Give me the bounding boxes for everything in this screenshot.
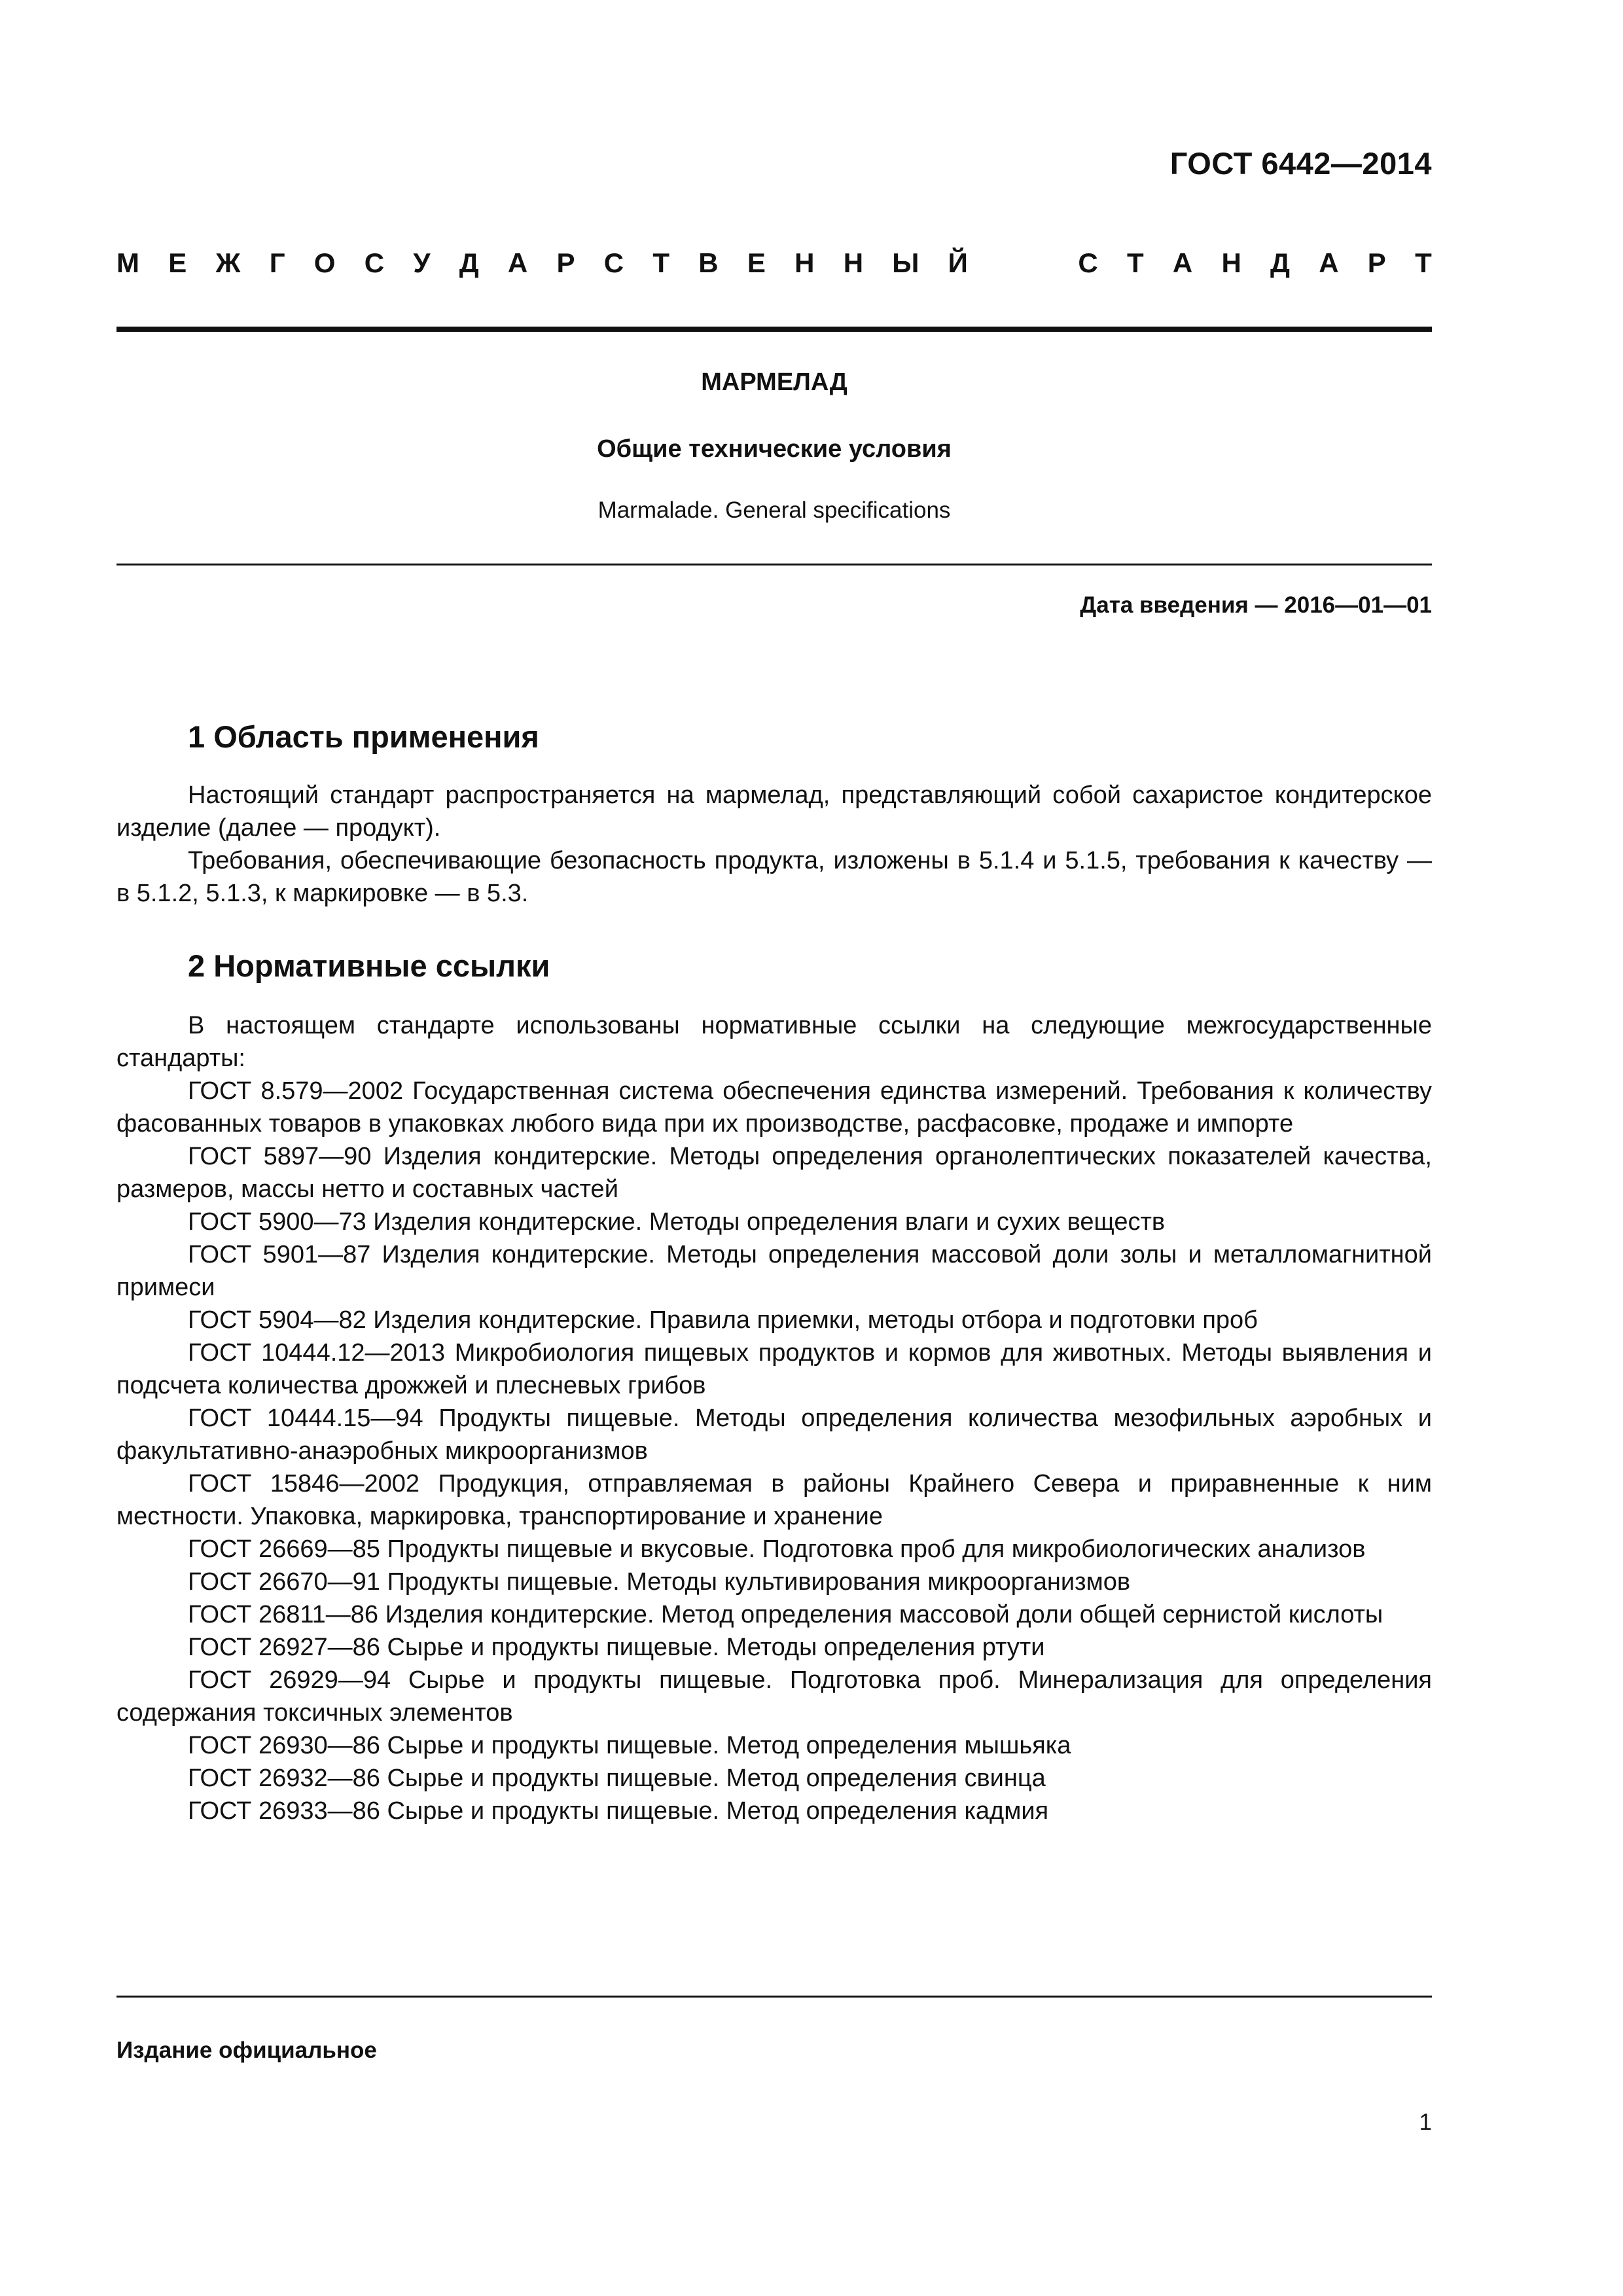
banner-letter: Д: [459, 247, 479, 278]
banner-letter: У: [413, 247, 431, 278]
section-heading-scope: 1 Область применения: [188, 719, 539, 754]
scope-paragraph: Настоящий стандарт распространяется на мармелад, представляющий собой сахаристое кондитерское изделие (далее — продукт).: [116, 781, 1432, 842]
document-title: МАРМЕЛАД: [701, 368, 847, 396]
english-title: Marmalade. General specifications: [597, 497, 951, 523]
section-heading-references: 2 Нормативные ссылки: [188, 948, 550, 983]
reference-item: ГОСТ 26933—86 Сырье и продукты пищевые. Метод определения кадмия: [188, 1797, 1049, 1825]
banner-letter: А: [507, 247, 528, 278]
introduction-date: Дата введения — 2016—01—01: [1080, 592, 1432, 618]
references-list: [116, 1009, 1432, 1827]
document-subtitle: Общие технические условия: [597, 435, 952, 463]
gost-number: ГОСТ 6442—2014: [1169, 146, 1432, 181]
banner-letter: Ж: [215, 247, 241, 278]
banner-letter: Т: [1415, 247, 1432, 278]
scope-text: [116, 779, 1432, 910]
references-intro: В настоящем стандарте использованы нормативные ссылки на следующие межгосударственные стандарты:: [116, 1012, 1432, 1072]
banner-letter: А: [1319, 247, 1339, 278]
reference-item: ГОСТ 10444.15—94 Продукты пищевые. Методы определения количества мезофильных аэробных и факультативно-анаэробных микроорганизмов: [116, 1405, 1432, 1465]
title-bottom-rule: [116, 564, 1432, 565]
banner-letter: Р: [1367, 247, 1386, 278]
reference-item: ГОСТ 26811—86 Изделия кондитерские. Метод определения массовой доли общей сернистой кислоты: [188, 1601, 1383, 1628]
banner-letter: Д: [1270, 247, 1290, 278]
reference-item: ГОСТ 5897—90 Изделия кондитерские. Методы определения органолептических показателей качества, размеров, массы нетто и составных частей: [116, 1143, 1432, 1203]
reference-item: ГОСТ 26927—86 Сырье и продукты пищевые. Методы определения ртути: [188, 1634, 1045, 1661]
banner-letter: Р: [556, 247, 575, 278]
footer-rule: [116, 1996, 1432, 1998]
banner-letter: В: [698, 247, 719, 278]
banner-letter: С: [364, 247, 385, 278]
banner-letter: Н: [843, 247, 864, 278]
reference-item: ГОСТ 26932—86 Сырье и продукты пищевые. Метод определения свинца: [188, 1765, 1046, 1792]
banner-letter: Т: [1126, 247, 1144, 278]
scope-paragraph: Требования, обеспечивающие безопасность продукта, изложены в 5.1.4 и 5.1.5, требования к качеству — в 5.1.2, 5.1.3, к маркировке — в 5.3.: [116, 847, 1432, 907]
banner-letter: А: [1172, 247, 1193, 278]
banner-letter: Н: [794, 247, 815, 278]
reference-item: ГОСТ 5901—87 Изделия кондитерские. Методы определения массовой доли золы и металломагнитной примеси: [116, 1241, 1432, 1301]
banner-letter: Т: [652, 247, 669, 278]
reference-item: ГОСТ 26930—86 Сырье и продукты пищевые. Метод определения мышьяка: [188, 1732, 1071, 1759]
banner-letter: Н: [1221, 247, 1241, 278]
header-thick-rule: [116, 327, 1432, 332]
banner-letter: Ы: [892, 247, 919, 278]
reference-item: ГОСТ 15846—2002 Продукция, отправляемая в районы Крайнего Севера и приравненные к ним местности. Упаковка, маркировка, транспортирование и хранение: [116, 1470, 1432, 1530]
standard-type-banner: [116, 247, 1432, 279]
reference-item: ГОСТ 26669—85 Продукты пищевые и вкусовые. Подготовка проб для микробиологических анализов: [188, 1535, 1366, 1563]
banner-letter: С: [1078, 247, 1098, 278]
banner-letter: Е: [168, 247, 187, 278]
page-number: 1: [1419, 2109, 1432, 2135]
banner-gap: [997, 247, 1049, 279]
banner-letter: С: [603, 247, 624, 278]
reference-item: ГОСТ 5900—73 Изделия кондитерские. Методы определения влаги и сухих веществ: [188, 1208, 1166, 1236]
banner-letter: Й: [948, 247, 968, 278]
official-edition-label: Издание официальное: [116, 2037, 377, 2063]
reference-item: ГОСТ 10444.12—2013 Микробиология пищевых продуктов и кормов для животных. Методы выявления и подсчета количества дрожжей и плесневых грибов: [116, 1339, 1432, 1399]
reference-item: ГОСТ 26929—94 Сырье и продукты пищевые. Подготовка проб. Минерализация для определения содержания токсичных элементов: [116, 1666, 1432, 1727]
reference-item: ГОСТ 5904—82 Изделия кондитерские. Правила приемки, методы отбора и подготовки проб: [188, 1306, 1258, 1334]
banner-letter: Г: [269, 247, 285, 278]
banner-letter: Е: [747, 247, 766, 278]
reference-item: ГОСТ 26670—91 Продукты пищевые. Методы культивирования микроорганизмов: [188, 1568, 1131, 1596]
banner-letter: О: [313, 247, 336, 278]
banner-letter: М: [116, 247, 139, 278]
reference-item: ГОСТ 8.579—2002 Государственная система обеспечения единства измерений. Требования к количеству фасованных товаров в упаковках любого вида при их производстве, расфасовке, продаже и импорте: [116, 1077, 1432, 1138]
